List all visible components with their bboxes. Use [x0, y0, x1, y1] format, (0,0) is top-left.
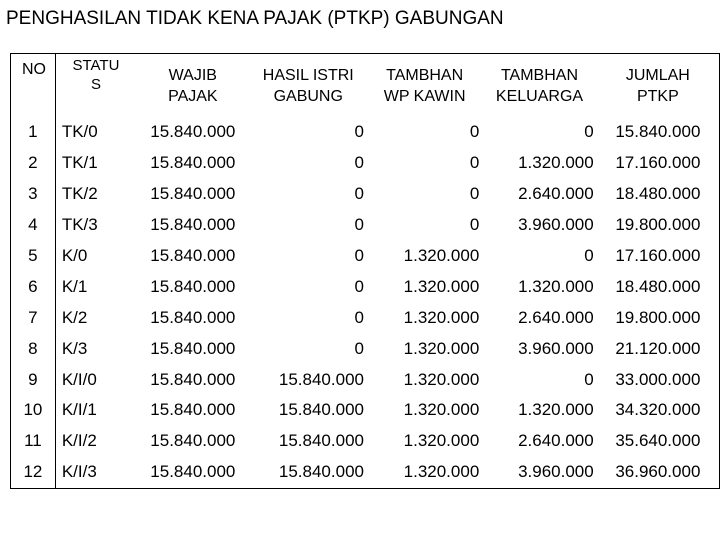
cell-tambahan-kawin: 0	[469, 215, 480, 235]
cell-no: 6	[28, 276, 38, 296]
cell-status: K/I/3	[55, 457, 136, 488]
cell-hasil-istri: 15.840.000	[278, 462, 364, 482]
cell-hasil-istri: 15.840.000	[278, 400, 364, 420]
cell-tambahan-keluarga: 0	[584, 122, 594, 142]
cell-tambahan-kawin: 1.320.000	[403, 276, 480, 296]
cell-no: 7	[28, 307, 38, 327]
cell-hasil-istri: 15.840.000	[278, 431, 364, 451]
cell-no: 4	[28, 215, 38, 235]
cell-wajib-pajak: 15.840.000	[150, 369, 236, 389]
cell-tambahan-keluarga: 1.320.000	[518, 400, 594, 420]
cell-jumlah-ptkp: 17.160.000	[615, 153, 701, 173]
cell-tambahan-kawin: 1.320.000	[403, 307, 480, 327]
cell-tambahan-kawin: 1.320.000	[403, 338, 480, 358]
cell-status: K/I/0	[55, 364, 136, 395]
cell-tambahan-kawin: 0	[469, 184, 480, 204]
cell-tambahan-kawin: 1.320.000	[403, 400, 480, 420]
header-status-line1: STATU	[72, 57, 120, 74]
cell-status: TK/3	[55, 210, 136, 241]
table-row	[11, 364, 720, 395]
cell-status: K/3	[55, 333, 136, 364]
header-wajib-pajak	[136, 54, 249, 118]
cell-wajib-pajak: 15.840.000	[150, 338, 236, 358]
cell-status: TK/1	[55, 148, 136, 179]
header-status-line2: S	[90, 76, 101, 93]
cell-tambahan-keluarga: 2.640.000	[518, 184, 594, 204]
cell-wajib-pajak: 15.840.000	[150, 307, 236, 327]
header-status	[55, 54, 136, 118]
cell-jumlah-ptkp: 33.000.000	[615, 369, 701, 389]
cell-tambahan-keluarga: 3.960.000	[518, 215, 594, 235]
cell-tambahan-keluarga: 2.640.000	[518, 431, 594, 451]
cell-tambahan-kawin: 1.320.000	[403, 246, 480, 265]
cell-wajib-pajak: 15.840.000	[150, 184, 236, 204]
cell-status: K/1	[55, 271, 136, 302]
cell-jumlah-ptkp: 34.320.000	[615, 400, 701, 420]
cell-wajib-pajak: 15.840.000	[150, 246, 236, 265]
cell-tambahan-keluarga: 0	[584, 246, 594, 265]
cell-jumlah-ptkp: 18.480.000	[615, 184, 701, 204]
cell-jumlah-ptkp: 15.840.000	[615, 122, 701, 142]
cell-no: 2	[28, 153, 38, 173]
cell-jumlah-ptkp: 18.480.000	[615, 276, 701, 296]
cell-status: TK/0	[55, 117, 136, 148]
header-kel-line1: TAMBHAN	[500, 66, 579, 84]
cell-status: K/I/1	[55, 395, 136, 426]
table-row	[11, 333, 720, 364]
header-no: NO	[22, 61, 46, 78]
header-jml-line1: JUMLAH	[625, 66, 690, 84]
cell-jumlah-ptkp: 19.800.000	[615, 215, 701, 235]
header-kawin-line2: WP KAWIN	[383, 87, 466, 105]
header-istri-line2: GABUNG	[273, 87, 343, 105]
header-kawin-line1: TAMBHAN	[386, 66, 464, 84]
cell-jumlah-ptkp: 21.120.000	[615, 338, 701, 358]
cell-wajib-pajak: 15.840.000	[150, 215, 236, 235]
cell-hasil-istri: 0	[354, 307, 364, 327]
cell-tambahan-keluarga: 0	[584, 369, 594, 389]
cell-tambahan-keluarga: 1.320.000	[518, 153, 594, 173]
header-tambahan-kawin	[367, 54, 482, 118]
table-row	[11, 241, 720, 272]
header-jumlah-ptkp	[597, 54, 720, 118]
cell-tambahan-keluarga: 3.960.000	[518, 338, 594, 358]
cell-tambahan-kawin: 1.320.000	[403, 431, 480, 451]
table-row	[11, 179, 720, 210]
header-tambahan-keluarga	[482, 54, 596, 118]
table-row	[11, 395, 720, 426]
header-wajib-line1: WAJIB	[168, 66, 217, 84]
table-row	[11, 117, 720, 148]
cell-jumlah-ptkp: 35.640.000	[615, 431, 701, 451]
header-hasil-istri	[250, 54, 367, 118]
cell-tambahan-keluarga: 2.640.000	[518, 307, 594, 327]
cell-hasil-istri: 15.840.000	[278, 369, 364, 389]
cell-hasil-istri: 0	[354, 153, 364, 173]
table-row	[11, 302, 720, 333]
cell-status: K/2	[55, 302, 136, 333]
cell-jumlah-ptkp: 17.160.000	[615, 246, 701, 265]
cell-wajib-pajak: 15.840.000	[150, 400, 236, 420]
cell-wajib-pajak: 15.840.000	[150, 276, 236, 296]
table-row	[11, 426, 720, 457]
table-header-row	[11, 54, 720, 118]
table-row	[11, 271, 720, 302]
cell-wajib-pajak: 15.840.000	[150, 462, 236, 482]
header-wajib-line2: PAJAK	[168, 87, 218, 105]
page-title: PENGHASILAN TIDAK KENA PAJAK (PTKP) GABUNGAN	[6, 8, 504, 29]
cell-jumlah-ptkp: 19.800.000	[615, 307, 701, 327]
cell-tambahan-kawin: 1.320.000	[403, 462, 480, 482]
cell-hasil-istri: 0	[354, 122, 364, 142]
cell-status: TK/2	[55, 179, 136, 210]
cell-hasil-istri: 0	[354, 276, 364, 296]
cell-wajib-pajak: 15.840.000	[150, 431, 236, 451]
cell-hasil-istri: 0	[354, 215, 364, 235]
cell-status: K/I/2	[55, 426, 136, 457]
cell-tambahan-keluarga: 3.960.000	[518, 462, 594, 482]
cell-tambahan-kawin: 0	[469, 122, 480, 142]
cell-tambahan-keluarga: 1.320.000	[518, 276, 594, 296]
cell-no: 9	[28, 369, 38, 389]
header-istri-line1: HASIL ISTRI	[262, 66, 354, 84]
cell-no: 12	[23, 462, 43, 482]
cell-wajib-pajak: 15.840.000	[150, 153, 236, 173]
cell-hasil-istri: 0	[354, 246, 364, 265]
cell-no: 1	[28, 122, 38, 142]
cell-no: 8	[28, 338, 38, 358]
cell-status: K/0	[55, 241, 136, 272]
table-row	[11, 148, 720, 179]
ptkp-table	[10, 53, 720, 489]
cell-tambahan-kawin: 1.320.000	[403, 369, 480, 389]
cell-no: 3	[28, 184, 38, 204]
cell-tambahan-kawin: 0	[469, 153, 480, 173]
cell-no: 10	[23, 400, 43, 420]
cell-hasil-istri: 0	[354, 184, 364, 204]
table-row	[11, 457, 720, 488]
cell-no: 5	[28, 246, 38, 265]
table-row	[11, 210, 720, 241]
cell-no: 11	[24, 431, 42, 451]
header-kel-line2: KELUARGA	[495, 87, 584, 105]
cell-hasil-istri: 0	[354, 338, 364, 358]
cell-jumlah-ptkp: 36.960.000	[615, 462, 701, 482]
header-jml-line2: PTKP	[636, 87, 679, 105]
cell-wajib-pajak: 15.840.000	[150, 122, 236, 142]
